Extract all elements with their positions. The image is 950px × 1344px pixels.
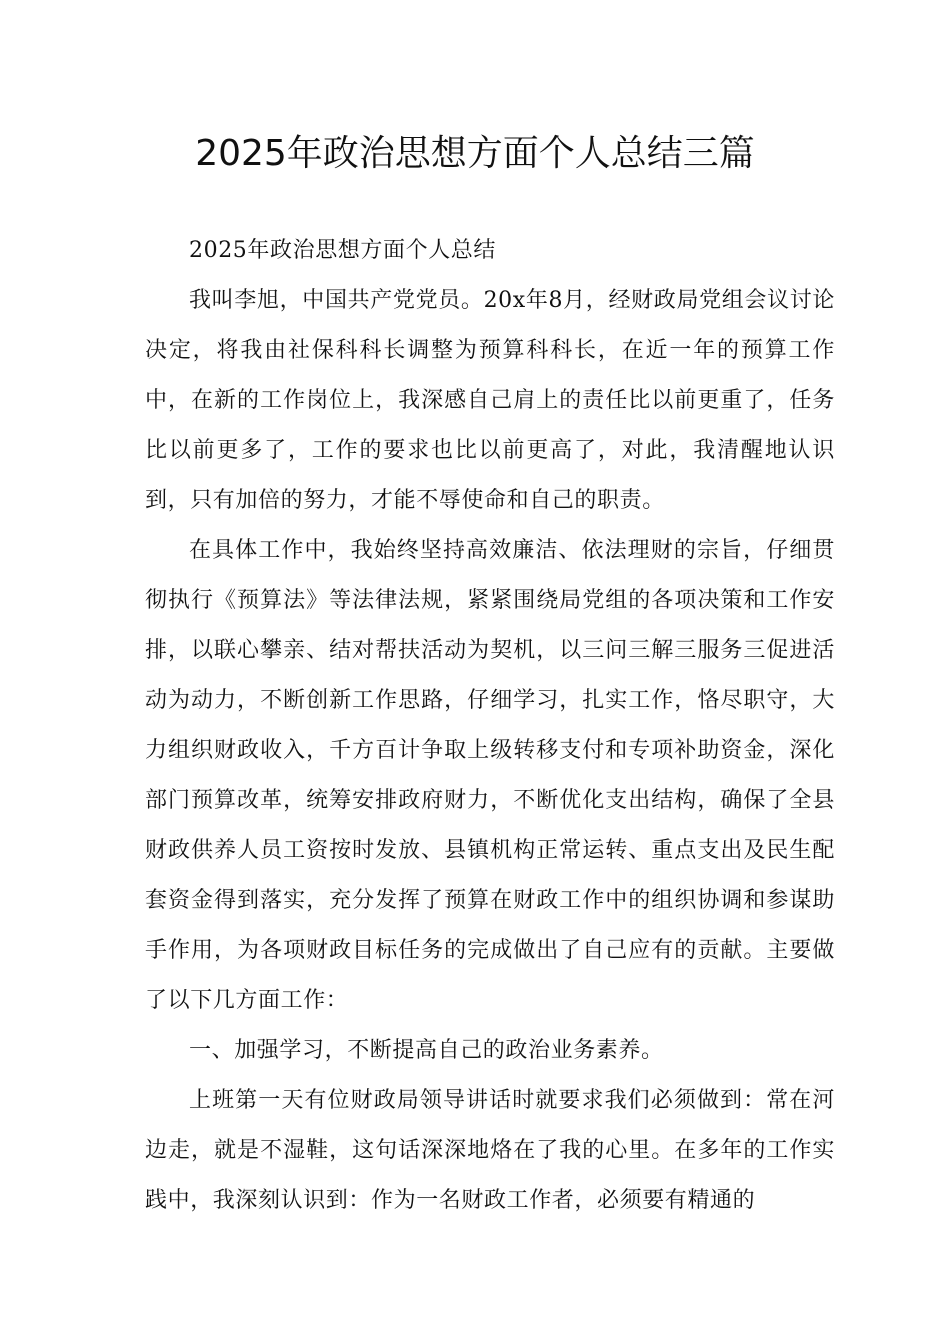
document-body [145,226,835,1226]
paragraph-work-overview: 在具体工作中，我始终坚持高效廉洁、依法理财的宗旨，仔细贯彻执行《预算法》等法律法规，紧紧围绕局党组的各项决策和工作安排，以联心攀亲、结对帮扶活动为契机，以三问三解三服务三促进活动为动力，不断创新工作思路，仔细学习，扎实工作，恪尽职守，大力组织财政收入，千方百计争取上级转移支付和专项补助资金，深化部门预算改革，统筹安排政府财力，不断优化支出结构，确保了全县财政供养人员工资按时发放、县镇机构正常运转、重点支出及民生配套资金得到落实，充分发挥了预算在财政工作中的组织协调和参谋助手作用，为各项财政目标任务的完成做出了自己应有的贡献。主要做了以下几方面工作： [145,538,835,1013]
paragraph-subtitle: 2025年政治思想方面个人总结 [189,238,496,263]
document-title: 2025年政治思想方面个人总结三篇 [195,133,755,174]
paragraph-section-heading-1: 一、加强学习，不断提高自己的政治业务素养。 [189,1038,664,1063]
paragraph-intro: 我叫李旭，中国共产党党员。20x年8月，经财政局党组会议讨论决定，将我由社保科科长调整为预算科科长，在近一年的预算工作中，在新的工作岗位上，我深感自己肩上的责任比以前更重了，任务比以前更多了，工作的要求也比以前更高了，对此，我清醒地认识到，只有加倍的努力，才能不辱使命和自己的职责。 [145,288,835,513]
paragraph-section-1-body: 上班第一天有位财政局领导讲话时就要求我们必须做到：常在河边走，就是不湿鞋，这句话深深地烙在了我的心里。在多年的工作实践中，我深刻认识到：作为一名财政工作者，必须要有精通的 [145,1088,835,1213]
